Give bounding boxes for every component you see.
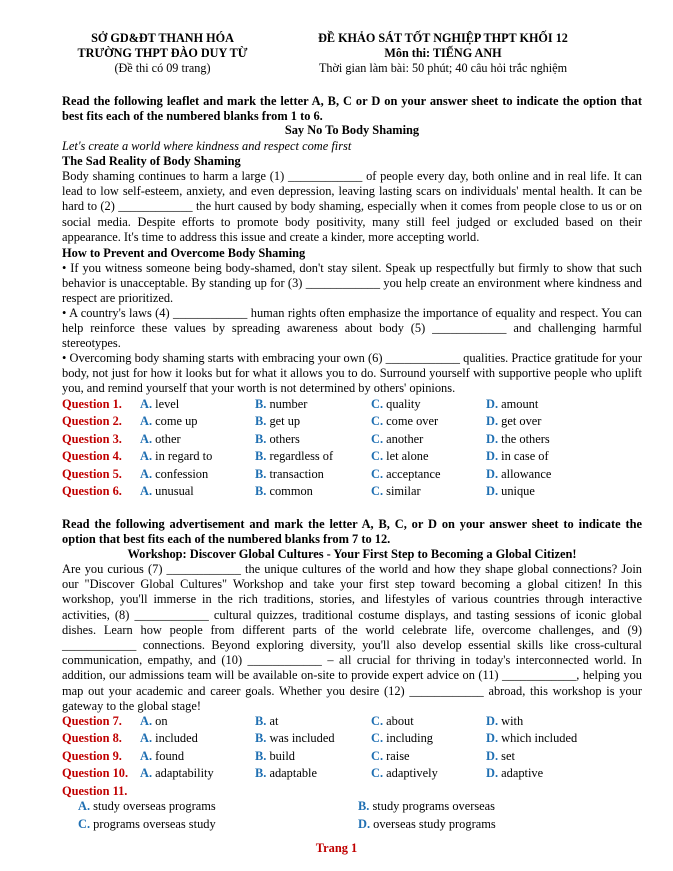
option-letter: A. — [140, 748, 153, 763]
leaflet-bullet-2: • A country's laws (4) ____________ human rights often emphasize the importance of equality and respect. You can help reinforce these values by spreading awareness about body (5) ____________ and challenging harmful stereotypes. — [62, 306, 642, 351]
question-11-row-1 — [62, 799, 642, 815]
question-11-row-2 — [62, 817, 642, 833]
option-letter: D. — [486, 431, 499, 446]
option-letter: C. — [371, 731, 384, 746]
leaflet-bullet-1: • If you witness someone being body-shamed, don't stay silent. Speak up respectfully but firmly to show that such behavior is unacceptable. By standing up for (3) ____________ you help create an environment where kindness and respect are prioritized. — [62, 261, 642, 306]
option-text: confession — [155, 466, 209, 481]
option-letter: C. — [371, 414, 384, 429]
option-text: adaptable — [269, 766, 317, 781]
option-c[interactable] — [371, 397, 421, 412]
option-letter: D. — [486, 714, 499, 728]
option-d[interactable] — [486, 749, 515, 764]
option-letter: D. — [486, 466, 499, 481]
option-a[interactable] — [140, 766, 214, 781]
exam-title: ĐỀ KHẢO SÁT TỐT NGHIỆP THPT KHỐI 12 — [318, 31, 568, 45]
option-letter: C. — [371, 766, 384, 781]
section1-instruction: Read the following leaflet and mark the letter A, B, C or D on your answer sheet to indicate the option that best fits each of the numbered blanks from 1 to 6. — [62, 94, 642, 124]
option-text: come up — [155, 414, 198, 429]
question-row — [62, 766, 642, 782]
question-number: Question 11. — [62, 784, 128, 798]
option-text: allowance — [501, 466, 552, 481]
option-text: adaptability — [155, 766, 214, 781]
option-d[interactable] — [486, 467, 551, 482]
advertisement-title: Workshop: Discover Global Cultures - Your First Step to Becoming a Global Citizen! — [127, 547, 577, 561]
option-text: adaptive — [501, 766, 544, 781]
option-d[interactable] — [486, 397, 538, 412]
option-letter: A. — [140, 449, 153, 464]
option-c[interactable] — [371, 766, 438, 781]
exam-duration: Thời gian làm bài: 50 phút; 40 câu hỏi trắc nghiệm — [318, 61, 568, 75]
option-letter: B. — [255, 466, 267, 481]
option-text: others — [269, 431, 300, 446]
question-row — [62, 731, 642, 747]
option-text: another — [386, 431, 424, 446]
section2-instruction: Read the following advertisement and mark the letter A, B, C, or D on your answer sheet to indicate the option that best fits each of the numbered blanks from 7 to 12. — [62, 517, 642, 547]
advertisement-paragraph: Are you curious (7) ____________ the unique cultures of the world and how they shape global connections? Join our "Discover Global Cultures" Workshop and take your first step toward becoming a global citizen! In this workshop, you'll immerse in the rich traditions, stories, and lifestyles of various countries through interactive activities, (8) ____________ cultural quizzes, traditional costume displays, and tasting sessions of iconic global dishes. Learn how people from different parts of the world celebrate life, overcome challenges, and (9) ____________ connections. Beyond exploring diversity, you'll also develop essential skills like cross-cultural communication, empathy, and (10) ____________ – all crucial for thriving in today's interconnected world. In addition, our admissions team will be available on-site to provide expert advice on (11) ____________, helping you map out your academic and career goals. Whether you desire (12) ____________ abroad, this workshop is your gateway to the global stage! — [62, 562, 642, 713]
question-number: Question 7. — [62, 714, 122, 728]
question-number: Question 9. — [62, 748, 122, 763]
option-a[interactable] — [140, 714, 168, 729]
option-letter: B. — [255, 766, 267, 781]
option-text: in case of — [501, 449, 549, 464]
option-letter: C. — [371, 484, 384, 498]
option-letter: B. — [255, 431, 267, 446]
option-d[interactable] — [486, 432, 550, 447]
option-a[interactable] — [140, 432, 181, 447]
option-c[interactable] — [371, 749, 410, 764]
option-b[interactable] — [255, 414, 300, 429]
option-letter: C. — [371, 431, 384, 446]
leaflet-bullet-3: • Overcoming body shaming starts with embracing your own (6) ____________ qualities. Practice gratitude for your body, not just for how it looks but for what it allows you to do. Surround yourself with supportive people who uplift you, and remind yourself that your worth is not determined by others' opinions. — [62, 351, 642, 396]
option-text: in regard to — [155, 449, 213, 464]
option-text: included — [155, 731, 198, 746]
option-letter: D. — [486, 397, 499, 411]
question-row — [62, 749, 642, 765]
option-letter: B. — [255, 731, 267, 746]
option-a[interactable] — [140, 749, 184, 764]
option-text: other — [155, 431, 181, 446]
option-text: including — [386, 731, 433, 746]
option-text: let alone — [386, 449, 429, 464]
option-letter: C. — [371, 748, 384, 763]
option-d[interactable] — [486, 766, 543, 781]
option-a[interactable] — [140, 467, 208, 482]
option-c[interactable]: C. programs overseas study — [78, 817, 216, 831]
option-text: on — [155, 714, 168, 728]
question-number: Question 1. — [62, 397, 122, 411]
question-row — [62, 467, 642, 483]
option-b[interactable] — [255, 749, 295, 764]
option-text: number — [269, 397, 308, 411]
leaflet-title: Say No To Body Shaming — [284, 123, 420, 137]
option-text: quality — [386, 397, 421, 411]
option-text: unique — [501, 484, 535, 498]
option-text: get up — [269, 414, 301, 429]
option-letter: C. — [371, 714, 384, 728]
question-number: Question 10. — [62, 766, 129, 781]
option-letter: C. — [371, 397, 384, 411]
option-text: found — [155, 748, 185, 763]
school-header — [55, 31, 270, 76]
question-number: Question 5. — [62, 466, 122, 481]
option-a[interactable]: A. study overseas programs — [78, 799, 216, 813]
option-letter: A. — [140, 484, 153, 498]
option-letter: B. — [255, 397, 267, 411]
option-letter: D. — [486, 484, 499, 498]
option-c[interactable] — [371, 731, 433, 746]
question-number: Question 4. — [62, 449, 122, 464]
option-letter: A. — [140, 766, 153, 781]
option-a[interactable] — [140, 731, 198, 746]
option-d[interactable] — [486, 484, 535, 499]
option-letter: A. — [140, 731, 153, 746]
option-text: common — [269, 484, 313, 498]
question-number: Question 2. — [62, 414, 122, 429]
option-a[interactable] — [140, 484, 194, 499]
leaflet-heading-2: How to Prevent and Overcome Body Shaming — [62, 246, 306, 260]
option-text: which included — [501, 731, 578, 746]
option-text: about — [386, 714, 414, 728]
option-text: was included — [269, 731, 335, 746]
option-d[interactable] — [486, 731, 577, 746]
option-letter: A. — [140, 466, 153, 481]
option-c[interactable] — [371, 449, 428, 464]
option-b[interactable] — [255, 484, 313, 499]
question-row — [62, 414, 642, 430]
option-text: regardless of — [269, 449, 334, 464]
option-letter: D. — [486, 449, 499, 464]
option-d[interactable]: D. overseas study programs — [358, 817, 496, 831]
question-number: Question 8. — [62, 731, 122, 746]
option-text: build — [269, 748, 295, 763]
page-count-note: (Đề thi có 09 trang) — [114, 61, 211, 75]
option-d[interactable] — [486, 714, 523, 729]
option-text: get over — [501, 414, 542, 429]
option-text: set — [501, 748, 515, 763]
page-number: Trang 1 — [315, 841, 358, 855]
option-b[interactable] — [255, 714, 278, 729]
option-b[interactable] — [255, 731, 335, 746]
leaflet-paragraph-1: Body shaming continues to harm a large (1) ____________ of people every day, both online and in real life. It can lead to low self-esteem, anxiety, and even depression, leaving lasting scars on individuals' mental health. It can be hard to (2) ____________ the hurt caused by body shaming, especially when it comes from people close to us or on social media. Despite efforts to promote body positivity, many still feel judged or excluded based on their appearance. It's time to address this issue and create a kinder, more accepting world. — [62, 169, 642, 244]
option-b[interactable] — [255, 432, 300, 447]
option-text: come over — [386, 414, 439, 429]
option-letter: B. — [255, 748, 267, 763]
question-number: Question 3. — [62, 431, 122, 446]
option-text: amount — [501, 397, 539, 411]
option-text: level — [155, 397, 180, 411]
question-row — [62, 432, 642, 448]
option-text: with — [501, 714, 524, 728]
school-name: TRƯỜNG THPT ĐÀO DUY TỪ — [77, 46, 248, 60]
exam-header — [288, 31, 598, 76]
option-text: transaction — [269, 466, 324, 481]
question-11-label-row — [62, 784, 642, 800]
option-letter: C. — [371, 466, 384, 481]
option-b[interactable]: B. study programs overseas — [358, 799, 495, 813]
option-c[interactable] — [371, 414, 438, 429]
question-row — [62, 484, 642, 500]
exam-subject: Môn thi: TIẾNG ANH — [384, 46, 502, 60]
option-letter: C. — [371, 449, 384, 464]
option-text: raise — [386, 748, 410, 763]
leaflet-slogan: Let's create a world where kindness and respect come first — [62, 139, 352, 153]
option-c[interactable] — [371, 467, 441, 482]
option-letter: D. — [486, 766, 499, 781]
option-text: unusual — [155, 484, 194, 498]
option-c[interactable] — [371, 484, 421, 499]
department-name: SỞ GD&ĐT THANH HÓA — [91, 31, 234, 45]
option-c[interactable] — [371, 432, 423, 447]
option-a[interactable] — [140, 414, 197, 429]
option-b[interactable] — [255, 397, 307, 412]
question-row — [62, 449, 642, 465]
option-letter: A. — [140, 414, 153, 429]
option-letter: D. — [486, 731, 499, 746]
option-a[interactable] — [140, 397, 179, 412]
option-letter: B. — [255, 714, 267, 728]
option-d[interactable] — [486, 414, 541, 429]
option-text: the others — [501, 431, 550, 446]
option-letter: B. — [255, 414, 267, 429]
option-b[interactable] — [255, 766, 317, 781]
option-letter: A. — [140, 431, 153, 446]
question-row — [62, 714, 642, 730]
question-row — [62, 397, 642, 413]
option-letter: B. — [255, 449, 267, 464]
option-b[interactable] — [255, 449, 333, 464]
option-text: at — [269, 714, 279, 728]
option-letter: A. — [140, 397, 153, 411]
option-b[interactable] — [255, 467, 324, 482]
option-letter: A. — [140, 714, 153, 728]
option-text: similar — [386, 484, 421, 498]
option-text: adaptively — [386, 766, 438, 781]
option-d[interactable] — [486, 449, 549, 464]
option-letter: D. — [486, 414, 499, 429]
option-text: acceptance — [386, 466, 441, 481]
option-c[interactable] — [371, 714, 414, 729]
option-a[interactable] — [140, 449, 212, 464]
leaflet-heading-1: The Sad Reality of Body Shaming — [62, 154, 241, 168]
question-number: Question 6. — [62, 484, 122, 498]
option-letter: B. — [255, 484, 267, 498]
option-letter: D. — [486, 748, 499, 763]
